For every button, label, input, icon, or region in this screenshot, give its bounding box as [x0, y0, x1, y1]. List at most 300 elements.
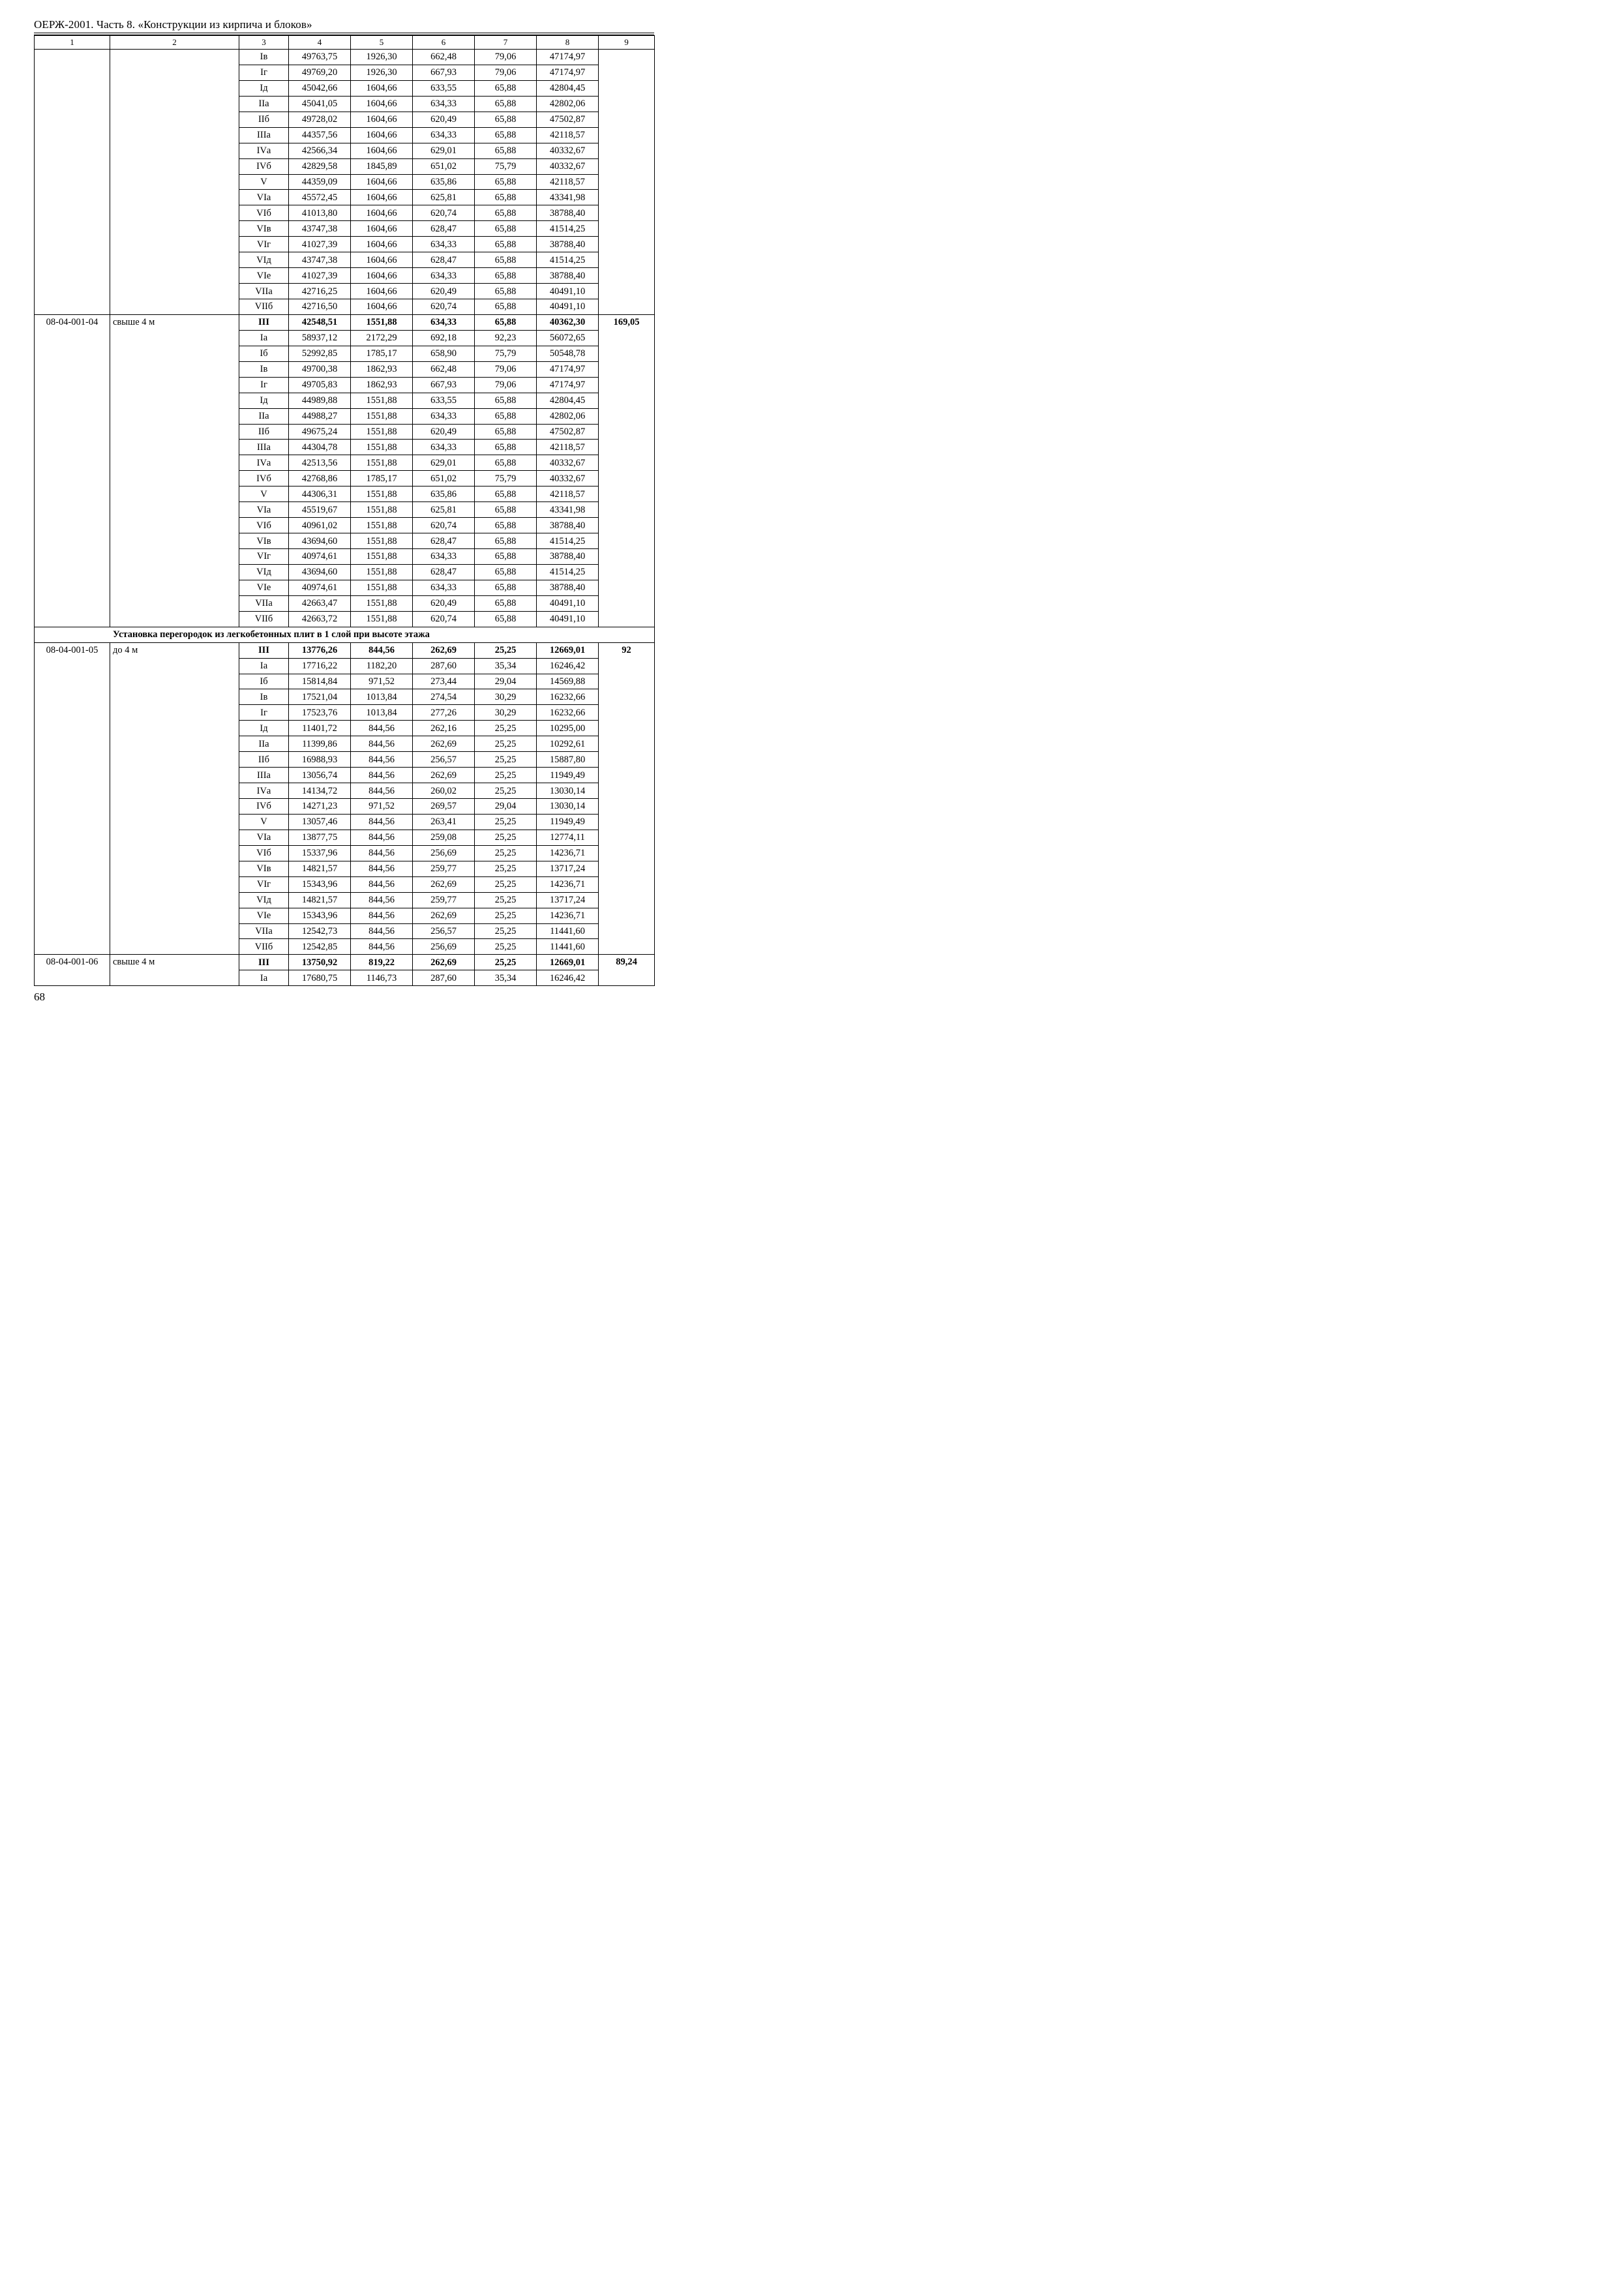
value-cell: 651,02 [413, 158, 475, 174]
value-cell: 41514,25 [537, 221, 599, 237]
value-cell: 651,02 [413, 471, 475, 486]
value-cell: 25,25 [475, 861, 537, 876]
value-cell: 25,25 [475, 721, 537, 736]
value-cell: 1785,17 [351, 346, 413, 361]
zone-cell: Iг [239, 377, 289, 393]
value-cell: 620,74 [413, 518, 475, 533]
value-cell: 844,56 [351, 923, 413, 939]
value-cell: 44359,09 [289, 174, 351, 190]
value-cell: 42716,25 [289, 284, 351, 299]
value-cell: 1551,88 [351, 518, 413, 533]
value-cell: 629,01 [413, 455, 475, 471]
value-cell: 633,55 [413, 393, 475, 408]
value-cell: 1551,88 [351, 314, 413, 330]
value-cell: 1604,66 [351, 96, 413, 112]
value-cell: 634,33 [413, 268, 475, 284]
rates-table [34, 35, 655, 986]
value-cell: 42768,86 [289, 471, 351, 486]
value-cell: 65,88 [475, 127, 537, 143]
value-cell: 1551,88 [351, 595, 413, 611]
value-cell: 277,26 [413, 705, 475, 721]
rate-description: до 4 м [110, 642, 239, 955]
value-cell: 256,57 [413, 923, 475, 939]
value-cell: 844,56 [351, 783, 413, 799]
value-cell: 40961,02 [289, 518, 351, 533]
value-cell: 52992,85 [289, 346, 351, 361]
value-cell: 25,25 [475, 939, 537, 955]
value-cell: 259,77 [413, 892, 475, 908]
value-cell: 35,34 [475, 970, 537, 986]
value-cell: 25,25 [475, 845, 537, 861]
value-cell: 256,57 [413, 752, 475, 768]
value-cell: 12774,11 [537, 830, 599, 845]
value-cell: 92,23 [475, 330, 537, 346]
value-cell: 844,56 [351, 908, 413, 923]
value-cell: 40332,67 [537, 158, 599, 174]
value-cell: 41013,80 [289, 205, 351, 221]
zone-cell: IVб [239, 471, 289, 486]
value-cell: 42802,06 [537, 96, 599, 112]
value-cell: 65,88 [475, 518, 537, 533]
rate-code: 08-04-001-05 [35, 642, 110, 955]
value-cell: 1551,88 [351, 502, 413, 518]
value-cell: 25,25 [475, 876, 537, 892]
value-cell: 634,33 [413, 440, 475, 455]
value-cell: 262,69 [413, 955, 475, 970]
value-cell: 1604,66 [351, 221, 413, 237]
value-cell: 256,69 [413, 939, 475, 955]
value-cell: 75,79 [475, 346, 537, 361]
value-cell: 692,18 [413, 330, 475, 346]
value-cell: 620,74 [413, 205, 475, 221]
value-cell: 41514,25 [537, 564, 599, 580]
value-cell: 625,81 [413, 502, 475, 518]
value-cell: 38788,40 [537, 580, 599, 595]
zone-cell: IIа [239, 408, 289, 424]
value-cell: 79,06 [475, 361, 537, 377]
value-cell: 11949,49 [537, 768, 599, 783]
zone-cell: IIIа [239, 768, 289, 783]
value-cell: 11949,49 [537, 814, 599, 830]
value-cell: 65,88 [475, 299, 537, 315]
value-cell: 1604,66 [351, 80, 413, 96]
value-cell: 65,88 [475, 237, 537, 252]
value-cell: 269,57 [413, 799, 475, 815]
value-cell: 14821,57 [289, 861, 351, 876]
value-cell: 633,55 [413, 80, 475, 96]
zone-cell: VIб [239, 845, 289, 861]
value-cell: 11401,72 [289, 721, 351, 736]
zone-cell: Iа [239, 658, 289, 674]
value-cell: 75,79 [475, 158, 537, 174]
value-cell: 65,88 [475, 112, 537, 127]
value-cell: 41027,39 [289, 237, 351, 252]
zone-cell: VIг [239, 876, 289, 892]
value-cell: 65,88 [475, 393, 537, 408]
value-cell: 634,33 [413, 314, 475, 330]
value-cell: 629,01 [413, 143, 475, 158]
value-cell: 287,60 [413, 970, 475, 986]
value-cell: 49763,75 [289, 50, 351, 65]
value-cell: 1551,88 [351, 580, 413, 595]
value-cell: 1604,66 [351, 268, 413, 284]
value-cell: 819,22 [351, 955, 413, 970]
value-cell: 262,69 [413, 642, 475, 658]
value-cell: 1551,88 [351, 533, 413, 549]
zone-cell: VIIб [239, 299, 289, 315]
value-cell: 42513,56 [289, 455, 351, 471]
value-cell: 65,88 [475, 486, 537, 502]
zone-cell: VIг [239, 237, 289, 252]
value-cell: 65,88 [475, 96, 537, 112]
value-cell: 35,34 [475, 658, 537, 674]
zone-cell: IVб [239, 158, 289, 174]
value-cell: 42716,50 [289, 299, 351, 315]
value-cell: 634,33 [413, 237, 475, 252]
value-cell: 40491,10 [537, 284, 599, 299]
value-cell: 65,88 [475, 549, 537, 565]
value-cell: 13030,14 [537, 799, 599, 815]
value-cell: 42118,57 [537, 174, 599, 190]
value-cell: 40974,61 [289, 549, 351, 565]
value-cell: 41514,25 [537, 533, 599, 549]
value-cell: 25,25 [475, 814, 537, 830]
value-cell: 29,04 [475, 799, 537, 815]
value-cell: 667,93 [413, 377, 475, 393]
value-cell: 628,47 [413, 564, 475, 580]
value-cell: 38788,40 [537, 518, 599, 533]
zone-cell: VIа [239, 830, 289, 845]
value-cell: 634,33 [413, 96, 475, 112]
page-header-title: ОЕРЖ-2001. Часть 8. «Конструкции из кирпича и блоков» [34, 18, 312, 31]
value-cell: 260,02 [413, 783, 475, 799]
zone-cell: VIв [239, 221, 289, 237]
column-number: 6 [413, 36, 475, 50]
value-cell: 16232,66 [537, 689, 599, 705]
value-cell: 1551,88 [351, 564, 413, 580]
labor-cost-cell: 92 [599, 642, 655, 955]
value-cell: 49769,20 [289, 65, 351, 80]
rate-code: 08-04-001-06 [35, 955, 110, 986]
value-cell: 14236,71 [537, 876, 599, 892]
value-cell: 1551,88 [351, 549, 413, 565]
value-cell: 844,56 [351, 861, 413, 876]
value-cell: 47174,97 [537, 65, 599, 80]
value-cell: 628,47 [413, 252, 475, 268]
zone-cell: IVа [239, 455, 289, 471]
value-cell: 65,88 [475, 252, 537, 268]
value-cell: 41514,25 [537, 252, 599, 268]
value-cell: 38788,40 [537, 549, 599, 565]
table-row [35, 314, 655, 330]
value-cell: 1604,66 [351, 190, 413, 205]
value-cell: 17716,22 [289, 658, 351, 674]
value-cell: 1551,88 [351, 440, 413, 455]
value-cell: 1604,66 [351, 252, 413, 268]
value-cell: 49705,83 [289, 377, 351, 393]
value-cell: 1862,93 [351, 361, 413, 377]
value-cell: 14821,57 [289, 892, 351, 908]
value-cell: 42663,47 [289, 595, 351, 611]
value-cell: 75,79 [475, 471, 537, 486]
value-cell: 43694,60 [289, 564, 351, 580]
value-cell: 1551,88 [351, 486, 413, 502]
value-cell: 256,69 [413, 845, 475, 861]
value-cell: 65,88 [475, 190, 537, 205]
value-cell: 634,33 [413, 580, 475, 595]
zone-cell: Iд [239, 721, 289, 736]
value-cell: 65,88 [475, 205, 537, 221]
value-cell: 262,16 [413, 721, 475, 736]
value-cell: 844,56 [351, 752, 413, 768]
value-cell: 45042,66 [289, 80, 351, 96]
value-cell: 15343,96 [289, 908, 351, 923]
value-cell: 43694,60 [289, 533, 351, 549]
value-cell: 1551,88 [351, 408, 413, 424]
column-number: 9 [599, 36, 655, 50]
value-cell: 262,69 [413, 736, 475, 752]
value-cell: 1926,30 [351, 65, 413, 80]
value-cell: 11441,60 [537, 923, 599, 939]
value-cell: 47502,87 [537, 424, 599, 440]
value-cell: 16246,42 [537, 970, 599, 986]
zone-cell: III [239, 642, 289, 658]
value-cell: 45519,67 [289, 502, 351, 518]
zone-cell: VIе [239, 268, 289, 284]
zone-cell: Iг [239, 705, 289, 721]
zone-cell: VIв [239, 533, 289, 549]
value-cell: 79,06 [475, 377, 537, 393]
value-cell: 65,88 [475, 174, 537, 190]
value-cell: 13717,24 [537, 892, 599, 908]
value-cell: 65,88 [475, 284, 537, 299]
value-cell: 1604,66 [351, 112, 413, 127]
value-cell: 1013,84 [351, 705, 413, 721]
value-cell: 1604,66 [351, 127, 413, 143]
value-cell: 14236,71 [537, 908, 599, 923]
value-cell: 65,88 [475, 611, 537, 627]
value-cell: 47174,97 [537, 50, 599, 65]
value-cell: 1926,30 [351, 50, 413, 65]
zone-cell: Iв [239, 689, 289, 705]
zone-cell: VIIа [239, 923, 289, 939]
value-cell: 634,33 [413, 408, 475, 424]
value-cell: 17680,75 [289, 970, 351, 986]
value-cell: 263,41 [413, 814, 475, 830]
value-cell: 1013,84 [351, 689, 413, 705]
zone-cell: V [239, 814, 289, 830]
zone-cell: VIв [239, 861, 289, 876]
value-cell: 65,88 [475, 221, 537, 237]
value-cell: 844,56 [351, 939, 413, 955]
zone-cell: V [239, 486, 289, 502]
value-cell: 25,25 [475, 892, 537, 908]
rate-description: свыше 4 м [110, 314, 239, 627]
zone-cell: VIе [239, 580, 289, 595]
value-cell: 635,86 [413, 486, 475, 502]
zone-cell: VIIа [239, 595, 289, 611]
value-cell: 42566,34 [289, 143, 351, 158]
value-cell: 65,88 [475, 580, 537, 595]
value-cell: 1551,88 [351, 393, 413, 408]
value-cell: 65,88 [475, 143, 537, 158]
value-cell: 634,33 [413, 127, 475, 143]
value-cell: 42804,45 [537, 80, 599, 96]
value-cell: 620,74 [413, 299, 475, 315]
value-cell: 844,56 [351, 736, 413, 752]
zone-cell: IIб [239, 752, 289, 768]
value-cell: 25,25 [475, 768, 537, 783]
value-cell: 1785,17 [351, 471, 413, 486]
value-cell: 620,49 [413, 424, 475, 440]
value-cell: 971,52 [351, 799, 413, 815]
zone-cell: Iа [239, 330, 289, 346]
value-cell: 1845,89 [351, 158, 413, 174]
rate-code [35, 50, 110, 315]
value-cell: 14271,23 [289, 799, 351, 815]
page-number: 68 [34, 991, 45, 1003]
zone-cell: VIб [239, 518, 289, 533]
value-cell: 65,88 [475, 440, 537, 455]
zone-cell: Iб [239, 674, 289, 689]
zone-cell: Iд [239, 393, 289, 408]
value-cell: 274,54 [413, 689, 475, 705]
value-cell: 65,88 [475, 564, 537, 580]
value-cell: 287,60 [413, 658, 475, 674]
value-cell: 42118,57 [537, 127, 599, 143]
value-cell: 1604,66 [351, 205, 413, 221]
value-cell: 42829,58 [289, 158, 351, 174]
value-cell: 40491,10 [537, 299, 599, 315]
value-cell: 47174,97 [537, 377, 599, 393]
table-row [35, 642, 655, 658]
value-cell: 65,88 [475, 408, 537, 424]
value-cell: 42118,57 [537, 486, 599, 502]
zone-cell: V [239, 174, 289, 190]
value-cell: 49728,02 [289, 112, 351, 127]
value-cell: 1862,93 [351, 377, 413, 393]
value-cell: 17521,04 [289, 689, 351, 705]
zone-cell: VIб [239, 205, 289, 221]
zone-cell: VIа [239, 502, 289, 518]
value-cell: 844,56 [351, 642, 413, 658]
zone-cell: Iа [239, 970, 289, 986]
zone-cell: IVа [239, 783, 289, 799]
value-cell: 25,25 [475, 908, 537, 923]
value-cell: 44306,31 [289, 486, 351, 502]
value-cell: 79,06 [475, 65, 537, 80]
zone-cell: VIIб [239, 939, 289, 955]
value-cell: 30,29 [475, 705, 537, 721]
value-cell: 262,69 [413, 908, 475, 923]
value-cell: 259,08 [413, 830, 475, 845]
value-cell: 65,88 [475, 424, 537, 440]
value-cell: 15814,84 [289, 674, 351, 689]
value-cell: 11441,60 [537, 939, 599, 955]
value-cell: 1551,88 [351, 455, 413, 471]
zone-cell: Iв [239, 361, 289, 377]
value-cell: 628,47 [413, 533, 475, 549]
value-cell: 667,93 [413, 65, 475, 80]
value-cell: 12669,01 [537, 642, 599, 658]
value-cell: 635,86 [413, 174, 475, 190]
value-cell: 1604,66 [351, 237, 413, 252]
zone-cell: VIIа [239, 284, 289, 299]
value-cell: 44357,56 [289, 127, 351, 143]
value-cell: 40974,61 [289, 580, 351, 595]
value-cell: 620,49 [413, 595, 475, 611]
zone-cell: VIд [239, 564, 289, 580]
value-cell: 658,90 [413, 346, 475, 361]
value-cell: 662,48 [413, 361, 475, 377]
value-cell: 30,29 [475, 689, 537, 705]
value-cell: 1604,66 [351, 174, 413, 190]
value-cell: 40491,10 [537, 595, 599, 611]
column-number: 4 [289, 36, 351, 50]
value-cell: 620,74 [413, 611, 475, 627]
value-cell: 43341,98 [537, 502, 599, 518]
zone-cell: IIIа [239, 440, 289, 455]
value-cell: 14134,72 [289, 783, 351, 799]
value-cell: 14236,71 [537, 845, 599, 861]
value-cell: 15337,96 [289, 845, 351, 861]
value-cell: 42663,72 [289, 611, 351, 627]
value-cell: 40332,67 [537, 143, 599, 158]
rate-code: 08-04-001-04 [35, 314, 110, 627]
value-cell: 14569,88 [537, 674, 599, 689]
value-cell: 79,06 [475, 50, 537, 65]
value-cell: 44304,78 [289, 440, 351, 455]
zone-cell: III [239, 314, 289, 330]
labor-cost-cell [599, 50, 655, 315]
value-cell: 43341,98 [537, 190, 599, 205]
zone-cell: VIа [239, 190, 289, 205]
section-row [35, 627, 655, 642]
zone-cell: IIа [239, 96, 289, 112]
value-cell: 262,69 [413, 768, 475, 783]
value-cell: 15887,80 [537, 752, 599, 768]
labor-cost-cell: 169,05 [599, 314, 655, 627]
value-cell: 1604,66 [351, 143, 413, 158]
rate-description: свыше 4 м [110, 955, 239, 986]
zone-cell: VIе [239, 908, 289, 923]
value-cell: 10295,00 [537, 721, 599, 736]
value-cell: 13750,92 [289, 955, 351, 970]
value-cell: 844,56 [351, 768, 413, 783]
labor-cost-cell: 89,24 [599, 955, 655, 986]
zone-cell: Iг [239, 65, 289, 80]
value-cell: 41027,39 [289, 268, 351, 284]
value-cell: 40491,10 [537, 611, 599, 627]
value-cell: 49700,38 [289, 361, 351, 377]
value-cell: 17523,76 [289, 705, 351, 721]
value-cell: 65,88 [475, 595, 537, 611]
value-cell: 628,47 [413, 221, 475, 237]
zone-cell: Iд [239, 80, 289, 96]
value-cell: 844,56 [351, 892, 413, 908]
value-cell: 625,81 [413, 190, 475, 205]
value-cell: 43747,38 [289, 221, 351, 237]
value-cell: 1551,88 [351, 611, 413, 627]
zone-cell: VIд [239, 892, 289, 908]
value-cell: 13056,74 [289, 768, 351, 783]
column-number: 8 [537, 36, 599, 50]
value-cell: 620,49 [413, 284, 475, 299]
zone-cell: VIд [239, 252, 289, 268]
value-cell: 13877,75 [289, 830, 351, 845]
value-cell: 10292,61 [537, 736, 599, 752]
value-cell: 12669,01 [537, 955, 599, 970]
